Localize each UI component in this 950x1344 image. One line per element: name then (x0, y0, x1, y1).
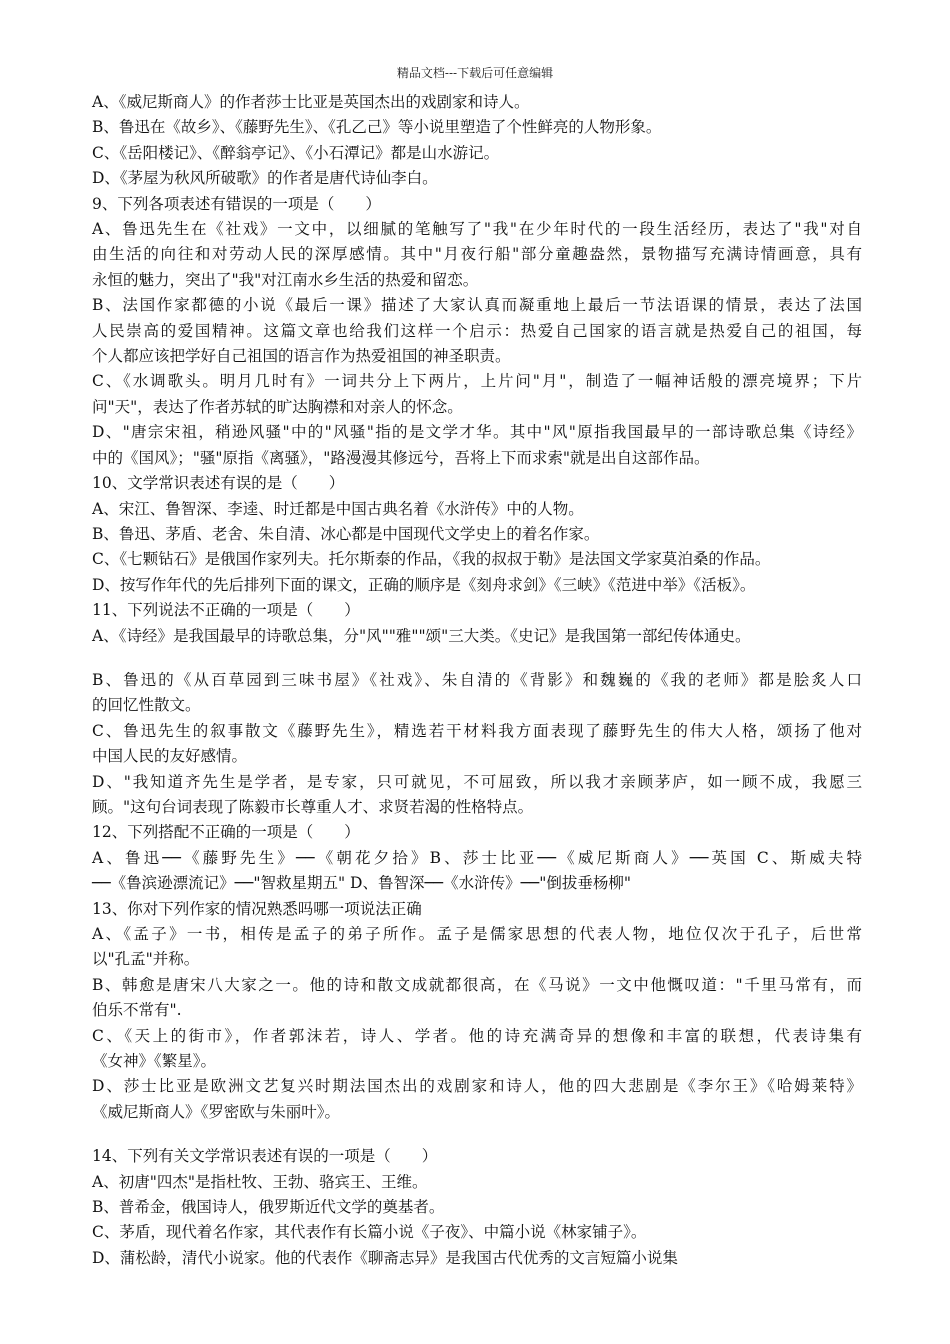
text-line: B、鲁迅的《从百草园到三味书屋》《社戏》、朱自清的《背影》和魏巍的《我的老师》都是脍炙人口 (92, 670, 862, 689)
text-line: 顾。"这句台词表现了陈毅市长尊重人才、求贤若渴的性格特点。 (92, 797, 534, 816)
blank-line (92, 649, 862, 668)
text-line: 永恒的魅力，突出了"我"对江南水乡生活的热爱和留恋。 (92, 270, 479, 289)
question-heading: 11、下列说法不正确的一项是（ ） (92, 601, 360, 620)
text-line: C、《七颗钻石》是俄国作家列夫。托尔斯泰的作品，《我的叔叔于勒》是法国文学家莫泊桑的作品。 (92, 550, 771, 569)
question-heading: 10、文学常识表述有误的是（ ） (92, 474, 345, 493)
blank-line (92, 1125, 862, 1144)
text-line: D、"我知道齐先生是学者，是专家，只可就见，不可屈致，所以我才亲顾茅庐，如一顾不成，我愿三 (92, 772, 862, 791)
question-heading: 9、下列各项表述有错误的一项是（ ） (92, 194, 381, 213)
text-line: 伯乐不常有". (92, 1001, 182, 1020)
text-line: A、鲁迅──《藤野先生》──《朝花夕拾》B、莎士比亚──《威尼斯商人》──英国 C、斯威夫特 (92, 848, 862, 867)
text-line: B、鲁迅、茅盾、老舍、朱自清、冰心都是中国现代文学史上的着名作家。 (92, 524, 600, 543)
text-line: 人民崇高的爱国精神。这篇文章也给我们这样一个启示：热爱自己国家的语言就是热爱自己的祖国，每 (92, 321, 862, 340)
text-line: C、《水调歌头。明月几时有》一词共分上下两片，上片问"月"，制造了一幅神话般的漂亮境界；下片 (92, 372, 862, 391)
question-heading: 14、下列有关文学常识表述有误的一项是（ ） (92, 1147, 438, 1166)
text-line: 问"天"，表达了作者苏轼的旷达胸襟和对亲人的怀念。 (92, 397, 463, 416)
text-line: A、《孟子》一书，相传是孟子的弟子所作。孟子是儒家思想的代表人物，地位仅次于孔子，后世常 (92, 925, 862, 943)
text-line: A、《诗经》是我国最早的诗歌总集，分"风""雅""颂"三大类。《史记》是我国第一部纪传体通史。 (92, 626, 751, 645)
text-line: D、蒲松龄，清代小说家。他的代表作《聊斋志异》是我国古代优秀的文言短篇小说集 (92, 1248, 678, 1267)
text-line: 《威尼斯商人》《罗密欧与朱丽叶》。 (92, 1102, 341, 1121)
text-line: D、"唐宗宋祖，稍逊风骚"中的"风骚"指的是文学才华。其中"风"原指我国最早的一部诗歌总集《诗经》 (92, 423, 862, 442)
text-line: C、《岳阳楼记》、《醉翁亭记》、《小石潭记》都是山水游记。 (92, 143, 500, 162)
text-line: B、普希金，俄国诗人，俄罗斯近代文学的奠基者。 (92, 1198, 445, 1217)
text-line: D、莎士比亚是欧洲文艺复兴时期法国杰出的戏剧家和诗人，他的四大悲剧是《李尔王》《哈姆莱特》 (92, 1077, 862, 1096)
text-line: C、《天上的街市》，作者郭沫若，诗人、学者。他的诗充满奇异的想像和丰富的联想，代表诗集有 (92, 1026, 862, 1045)
text-line: D、按写作年代的先后排列下面的课文，正确的顺序是《刻舟求剑》《三峡》《范进中举》《活板》。 (92, 575, 756, 594)
document-body (92, 90, 862, 1271)
text-line: 《女神》《繁星》。 (92, 1052, 217, 1071)
text-line: B、韩愈是唐宋八大家之一。他的诗和散文成就都很高，在《马说》一文中他慨叹道："千里马常有，而 (92, 975, 862, 994)
text-line: 个人都应该把学好自己祖国的语言作为热爱祖国的神圣职责。 (92, 347, 511, 366)
text-line: D、《茅屋为秋风所破歌》的作者是唐代诗仙李白。 (92, 169, 438, 188)
text-line: B、鲁迅在《故乡》、《藤野先生》、《孔乙己》等小说里塑造了个性鲜亮的人物形象。 (92, 118, 662, 137)
question-heading: 12、下列搭配不正确的一项是（ ） (92, 823, 360, 842)
text-line: 由生活的向往和对劳动人民的深厚感情。其中"月夜行船"部分童趣盎然，景物描写充满诗情画意，具有 (92, 245, 862, 264)
text-line: A、《威尼斯商人》的作者莎士比亚是英国杰出的戏剧家和诗人。 (92, 93, 530, 111)
text-line: C、茅盾，现代着名作家，其代表作有长篇小说《子夜》、中篇小说《林家铺子》。 (92, 1223, 647, 1242)
text-line: C、鲁迅先生的叙事散文《藤野先生》，精选若干材料我方面表现了藤野先生的伟大人格，颂扬了他对 (92, 721, 862, 740)
text-line: A、初唐"四杰"是指杜牧、王勃、骆宾王、王维。 (92, 1172, 428, 1191)
text-line: 的回忆性散文。 (92, 696, 201, 715)
question-heading: 13、你对下列作家的情况熟悉吗哪一项说法正确 (92, 899, 422, 918)
text-line: A、宋江、鲁智深、李逵、时迁都是中国古典名着《水浒传》中的人物。 (92, 499, 584, 518)
text-line: 中国人民的友好感情。 (92, 747, 248, 766)
text-line: 以"孔孟"并称。 (92, 950, 200, 969)
text-line: A、鲁迅先生在《社戏》一文中，以细腻的笔触写了"我"在少年时代的一段生活经历，表达了"我"对自 (92, 220, 862, 239)
text-line: B、法国作家都德的小说《最后一课》描述了大家认真而凝重地上最后一节法语课的情景，表达了法国 (92, 296, 862, 315)
text-line: ──《鲁滨逊漂流记》──"智救星期五" D、鲁智深──《水浒传》──"倒拔垂杨柳" (92, 874, 632, 893)
text-line: 中的《国风》；"骚"原指《离骚》，"路漫漫其修远兮，吾将上下而求索"就是出自这部作品。 (92, 448, 710, 467)
page-header: 精品文档---下载后可任意编辑 (396, 66, 554, 80)
